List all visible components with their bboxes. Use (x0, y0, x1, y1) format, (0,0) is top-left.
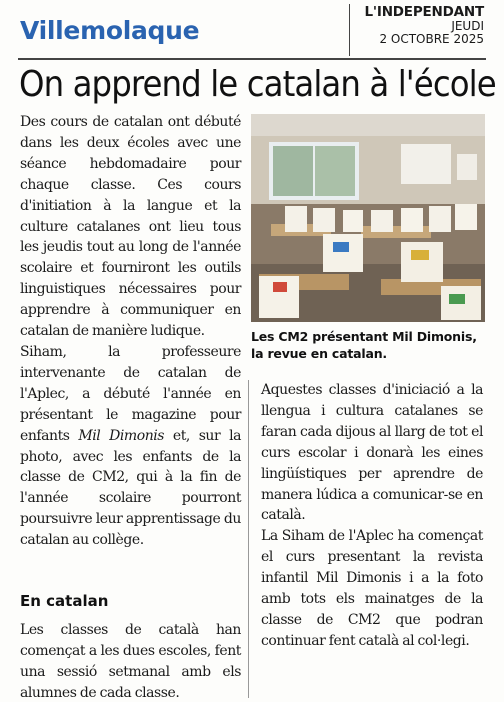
article-headline: On apprend le catalan à l'école (19, 64, 496, 105)
magazine-title: Mil Dimonis (78, 427, 165, 444)
paragraph-catalan-3: La Siham de l'Aplec ha començat el curs presentant la revista infantil Mil Dimonis i a la foto amb tots els mainatges de la classe de CM2 que podran continuar fent català al col·legi. (261, 528, 483, 649)
paper-info (365, 5, 484, 46)
paper-name: L'INDEPENDANT (364, 4, 484, 20)
column-divider (248, 380, 249, 698)
article-photo (251, 114, 485, 322)
section-title: Villemolaque (20, 16, 200, 45)
masthead (0, 0, 504, 62)
article-subhead: En catalan (20, 592, 109, 610)
classroom-photo (251, 114, 485, 322)
paragraph-siham-end: et, sur la photo, avec les enfants de la classe de CM2, qui à la fin de l'année scolaire pourront poursuivre leur apprentissage du catalan au collège. (20, 427, 241, 549)
masthead-divider (349, 4, 350, 56)
article-column-right (261, 380, 483, 652)
paragraph-intro: Des cours de catalan ont débuté dans les deux écoles avec une séance hebdomadaire pour chaque classe. Ces cours d'initiation à la langue et la culture catalanes ont lieu tous les jeudis tout au long de l'année scolaire et fourniront les outils linguistiques nécessaires pour apprendre à communiquer en catalan de manière ludique. (20, 114, 241, 340)
article-column-left (20, 112, 241, 551)
paragraph-catalan-1: Les classes de català han començat a les dues escoles, fent una sessió setmanal amb els alumnes de cada classe. (20, 622, 241, 701)
photo-caption: Les CM2 présentant Mil Dimonis, la revue en catalan. (251, 329, 477, 361)
paragraph-siham-start: Siham, la professeure intervenante de catalan de l'Aplec, a débuté l'année en présentant le magazine pour enfants (20, 343, 241, 444)
issue-day: JEUDI (451, 18, 484, 33)
paragraph-catalan-2: Aquestes classes d'iniciació a la llengua i cultura catalanes se faran cada dijous al llarg de tot el curs escolar i donarà les eines lingüístiques per aprendre de manera lúdica a comunicar-se en català. (261, 382, 483, 524)
issue-date: 2 OCTOBRE 2025 (379, 32, 484, 47)
article-column-left-catalan (20, 620, 241, 702)
header-rule (18, 58, 486, 60)
paragraph-siham (20, 342, 241, 551)
